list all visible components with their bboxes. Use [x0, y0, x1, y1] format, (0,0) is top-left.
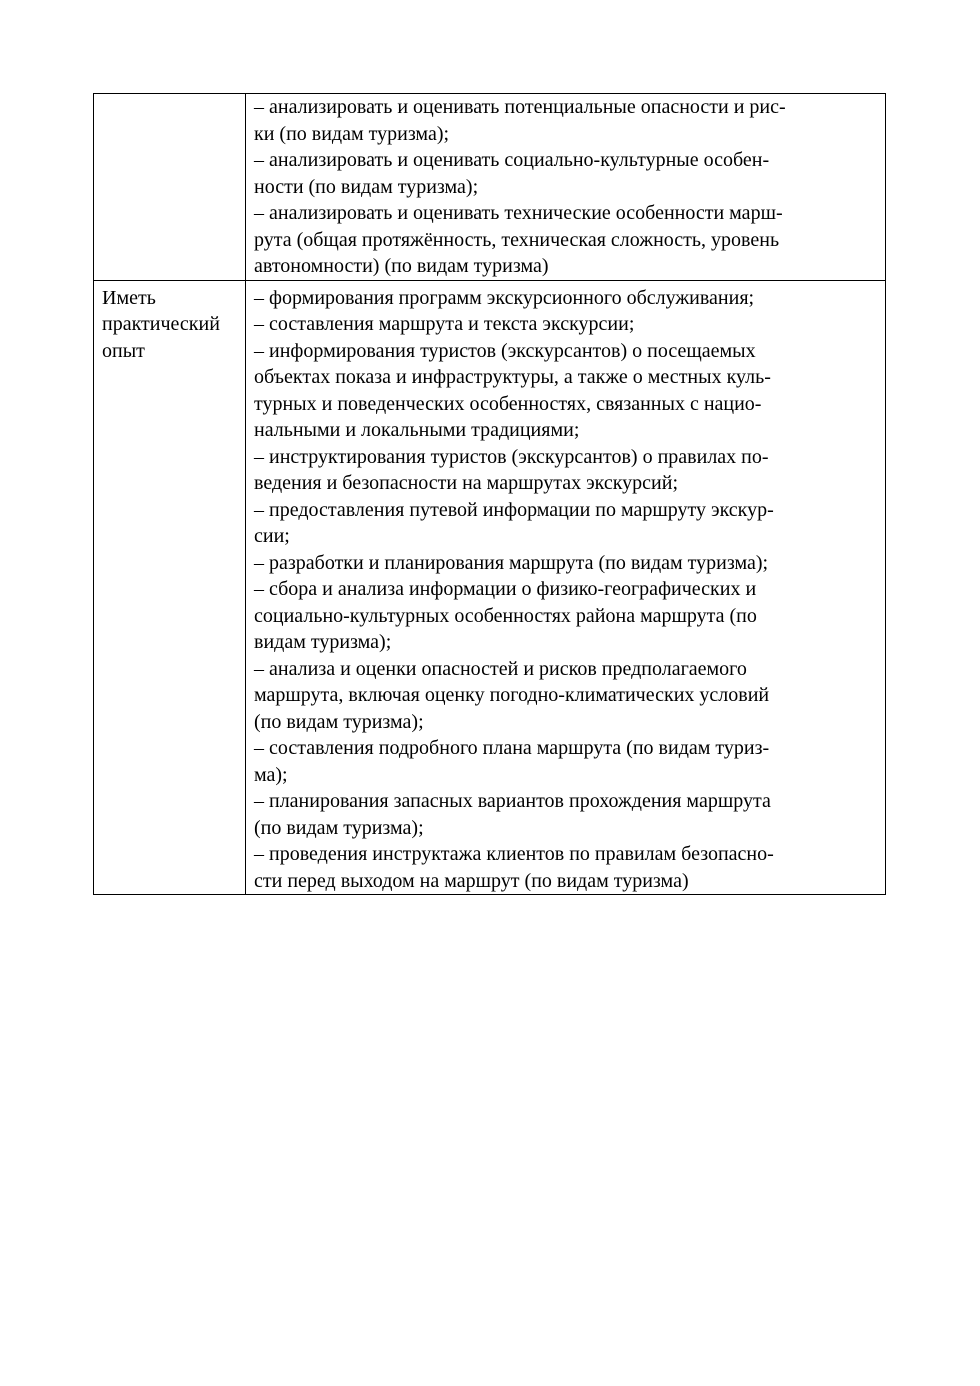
content-line: социально-культурных особенностях района маршрута (по	[254, 604, 757, 627]
content-line: объектах показа и инфраструктуры, а также о местных куль-	[254, 366, 771, 388]
content-line: – формирования программ экскурсионного обслуживания;	[254, 286, 755, 309]
content-line: видам туризма);	[254, 631, 392, 653]
content-line: автономности) (по видам туризма)	[254, 255, 549, 277]
row-content-cell	[246, 94, 886, 281]
content-line: ма);	[254, 763, 288, 786]
content-line: – составления маршрута и текста экскурсии;	[254, 313, 635, 335]
content-line: сти перед выходом на маршрут (по видам туризма)	[254, 869, 689, 892]
content-line: – планирования запасных вариантов прохождения маршрута	[254, 790, 771, 812]
label-line: практический	[102, 313, 220, 335]
content-line: – анализировать и оценивать социально-культурные особен-	[254, 149, 770, 171]
row-content-cell	[246, 280, 886, 895]
content-line: – инструктирования туристов (экскурсантов) о правилах по-	[254, 445, 769, 468]
content-line: – информирования туристов (экскурсантов) о посещаемых	[254, 339, 756, 362]
row-label-cell	[94, 280, 246, 895]
content-line: ности (по видам туризма);	[254, 175, 479, 198]
content-line: турных и поведенческих особенностях, связанных с нацио-	[254, 392, 762, 415]
content-line: (по видам туризма);	[254, 710, 424, 733]
content-line: – проведения инструктажа клиентов по правилам безопасно-	[254, 843, 774, 865]
content-line: нальными и локальными традициями;	[254, 419, 580, 441]
content-line: – анализировать и оценивать технические особенности марш-	[254, 202, 783, 224]
content-line: – сбора и анализа информации о физико-географических и	[254, 578, 757, 600]
table-row	[94, 280, 886, 895]
content-line: ки (по видам туризма);	[254, 122, 450, 145]
content-line: сии;	[254, 525, 290, 547]
content-line: маршрута, включая оценку погодно-климатических условий	[254, 684, 770, 706]
content-line: – предоставления путевой информации по маршруту экскур-	[254, 498, 774, 521]
label-line: опыт	[102, 339, 145, 362]
label-line: Иметь	[102, 286, 156, 309]
content-line: ведения и безопасности на маршрутах экскурсий;	[254, 472, 679, 494]
row-label-cell	[94, 94, 246, 281]
content-line: – анализировать и оценивать потенциальные опасности и рис-	[254, 96, 786, 118]
content-line: рута (общая протяжённость, техническая сложность, уровень	[254, 228, 780, 251]
content-line: (по видам туризма);	[254, 816, 424, 839]
competency-table	[93, 93, 886, 895]
content-line: – разработки и планирования маршрута (по видам туризма);	[254, 551, 769, 574]
content-line: – анализа и оценки опасностей и рисков предполагаемого	[254, 657, 747, 680]
table-row	[94, 94, 886, 281]
content-line: – составления подробного плана маршрута (по видам туриз-	[254, 737, 770, 759]
